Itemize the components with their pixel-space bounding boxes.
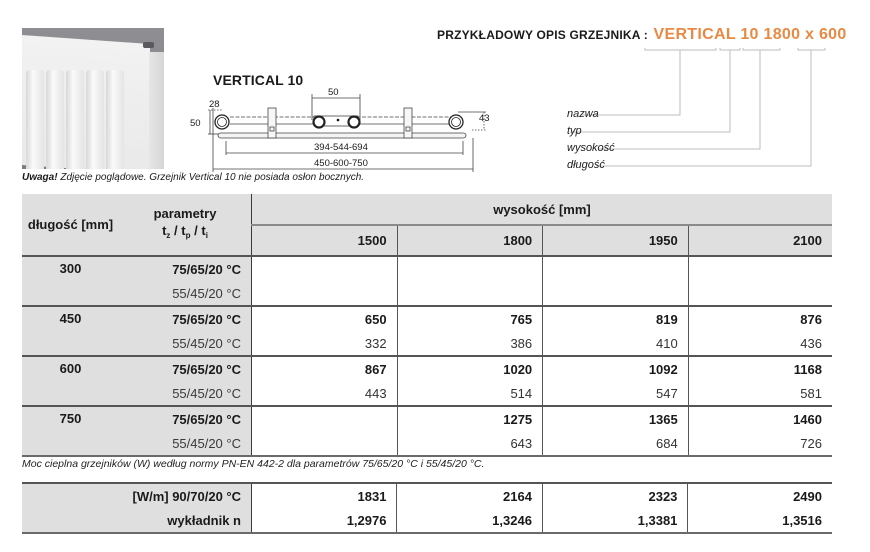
dimension-diagram	[188, 86, 498, 174]
header-height-1950: 1950	[543, 225, 689, 256]
dim-label-top: 50	[328, 87, 339, 98]
cell-value	[397, 281, 543, 306]
cell-value: 1092	[543, 356, 689, 381]
cell-value	[252, 281, 398, 306]
dim-label-inner: 394-544-694	[314, 142, 368, 153]
cell-value: 1275	[397, 406, 543, 431]
center-pipe-right	[349, 117, 360, 128]
header-length: długość [mm]	[27, 217, 114, 232]
cell-value: 581	[688, 381, 832, 406]
cell-value: 684	[543, 431, 689, 456]
radiator-fin	[106, 70, 124, 169]
cell-value: 643	[397, 431, 543, 456]
cell-value: 410	[543, 331, 689, 356]
cell-value: 443	[252, 381, 398, 406]
table-row	[22, 331, 832, 356]
cell-value: 514	[397, 381, 543, 406]
cell-value: 1365	[543, 406, 689, 431]
header-height-1800: 1800	[397, 225, 543, 256]
cell-value	[543, 256, 689, 281]
table-row	[22, 281, 832, 306]
dim-label-outer: 450-600-750	[314, 158, 368, 169]
header-height-1500: 1500	[357, 233, 387, 248]
cell-value	[688, 256, 832, 281]
row-param-secondary: 55/45/20 °C	[119, 431, 252, 456]
table-row	[22, 306, 832, 331]
dim-label-right: 43	[479, 113, 490, 124]
cell-value: 1168	[688, 356, 832, 381]
cell-value: 547	[543, 381, 689, 406]
legend-dlugosc: długość	[567, 159, 605, 171]
row-param-primary: 75/65/20 °C	[119, 256, 252, 281]
cell-value: 2490	[688, 483, 832, 508]
cell-value: 1,2976	[252, 508, 397, 533]
row-param-primary: 75/65/20 °C	[119, 356, 252, 381]
row-param-primary: 75/65/20 °C	[119, 306, 252, 331]
radiator-fin	[46, 70, 64, 169]
radiator-photo	[22, 28, 164, 169]
legend-nazwa: nazwa	[567, 108, 599, 120]
cell-value: 2323	[542, 483, 687, 508]
radiator-fin	[86, 70, 104, 169]
cell-value: 650	[252, 306, 398, 331]
table-row	[22, 406, 832, 431]
table-row	[22, 483, 832, 508]
leader-wysokosc	[598, 50, 760, 149]
dim-label-28: 28	[209, 99, 220, 110]
cell-value: 1,3516	[688, 508, 832, 533]
cell-value: 1,3246	[397, 508, 542, 533]
row-param-secondary: 55/45/20 °C	[119, 281, 252, 306]
cell-value	[252, 256, 398, 281]
cell-value: 819	[543, 306, 689, 331]
radiator-fin	[26, 70, 44, 169]
radiator-fin	[66, 70, 84, 169]
cell-value: 332	[252, 331, 398, 356]
cell-value: 1020	[397, 356, 543, 381]
output-table	[22, 194, 832, 457]
table-row	[22, 508, 832, 533]
cell-value: 867	[252, 356, 398, 381]
table-row	[22, 356, 832, 381]
cell-value: 726	[688, 431, 832, 456]
photo-note	[22, 172, 364, 183]
cell-value: 1831	[357, 488, 387, 504]
note-text: Zdjęcie poglądowe. Grzejnik Vertical 10 nie posiada osłon bocznych.	[57, 172, 365, 183]
table-row	[22, 381, 832, 406]
cell-value: 765	[397, 306, 543, 331]
cell-value	[397, 256, 543, 281]
footnote: Moc cieplna grzejników (W) według normy PN-EN 442-2 dla parametrów 75/65/20 °C i 55/45/20 °C.	[22, 458, 485, 470]
cell-value	[543, 281, 689, 306]
cell-value: 1460	[688, 406, 832, 431]
cell-value: 876	[688, 306, 832, 331]
row-length: 600	[22, 356, 119, 406]
cell-value: 1,3381	[542, 508, 687, 533]
table-row	[22, 431, 832, 456]
example-prefix: PRZYKŁADOWY OPIS GRZEJNIKA :	[437, 28, 648, 42]
row-param-secondary: 55/45/20 °C	[119, 331, 252, 356]
example-model: VERTICAL 10 1800 x 600	[653, 26, 847, 43]
cell-value: 2164	[397, 483, 542, 508]
row-length: 450	[22, 306, 119, 356]
row-label: [W/m] 90/70/20 °C	[22, 483, 252, 508]
legend-typ: typ	[567, 125, 582, 137]
row-param-secondary: 55/45/20 °C	[119, 381, 252, 406]
header-params	[119, 194, 252, 256]
row-length: 750	[22, 406, 119, 456]
leader-nazwa	[582, 50, 680, 115]
radiator-valve	[143, 42, 154, 48]
table-row	[22, 256, 832, 281]
row-length: 300	[22, 256, 119, 306]
diagram-title: VERTICAL 10	[213, 72, 304, 88]
header-height-2100: 2100	[688, 225, 832, 256]
legend-wysokosc: wysokość	[567, 142, 615, 154]
dim-label-left: 50	[190, 118, 201, 129]
header-params-label: parametry	[153, 206, 217, 221]
cell-value: 386	[397, 331, 543, 356]
cell-value: 436	[688, 331, 832, 356]
header-height-group: wysokość [mm]	[252, 194, 833, 225]
cell-value	[688, 281, 832, 306]
center-pipe-left	[314, 117, 325, 128]
row-label: wykładnik n	[22, 508, 252, 533]
cell-value	[252, 431, 398, 456]
note-warning: Uwaga!	[22, 172, 58, 183]
cell-value	[252, 406, 398, 431]
coefficient-table	[22, 482, 832, 534]
header-params-formula: $t_z / t_p / t_i$	[162, 223, 208, 240]
radiator-side	[149, 52, 164, 169]
row-param-primary: 75/65/20 °C	[119, 406, 252, 431]
